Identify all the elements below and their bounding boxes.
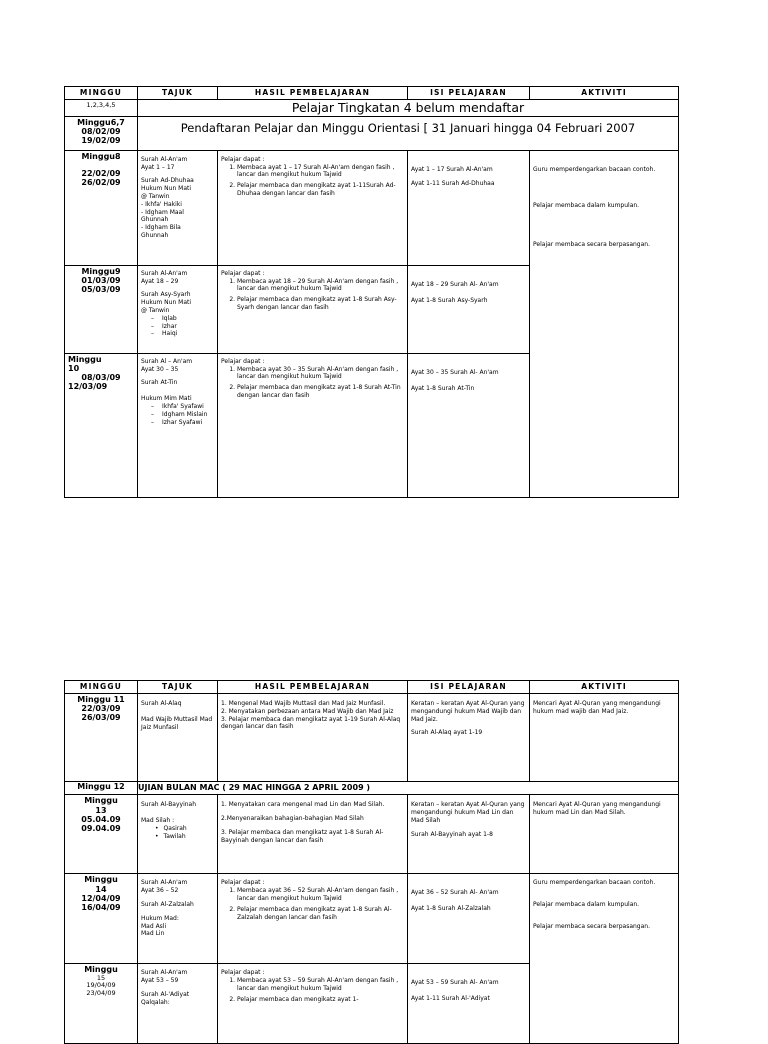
tajuk-line: Hukum Mad: [141, 914, 179, 922]
tajuk-list-item: – Izhar Syafawi [151, 419, 214, 427]
week-date: 19/02/09 [81, 136, 121, 146]
exam-notice: UJIAN BULAN MAC ( 29 MAC HINGGA 2 APRIL 2009 ) [138, 782, 679, 795]
week-label: Minggu [84, 875, 118, 885]
tajuk-list-item: • Tawilah [155, 833, 214, 841]
week-label: Minggu6,7 [77, 117, 125, 127]
tajuk-line: Mad Lin [141, 930, 165, 938]
hasil-cell [218, 353, 408, 497]
aktiviti-line: Pelajar membaca dalam kumpulan. [533, 201, 640, 209]
tajuk-line: @ Tanwin [141, 306, 170, 314]
isi-line: Ayat 1-8 Surah Asy-Syarh [411, 296, 488, 304]
week-label: Minggu [84, 965, 118, 975]
week-cell [65, 265, 138, 353]
tajuk-cell [138, 265, 218, 353]
tajuk-line: Surah Al-'Adiyat [141, 990, 190, 998]
tajuk-line: Surah Al-An'am [141, 879, 188, 887]
header-minggu: MINGGU [65, 87, 138, 100]
isi-cell [408, 964, 530, 1044]
week-date: 05/03/09 [81, 285, 121, 295]
aktiviti-line: Guru memperdengarkan bacaan contoh. [533, 165, 656, 173]
hasil-item: 2. Pelajar membaca dan mengikatz ayat 1-11Surah Ad-Dhuhaa dengan lancar dan fasih [237, 182, 404, 198]
tajuk-line: Qalqalah: [141, 998, 170, 1006]
aktiviti-line: Mencari Ayat Al-Quran yang mengandungi hukum mad Lin dan Mad Silah. [533, 801, 661, 817]
week-label-num: 15 [96, 973, 106, 982]
hasil-cell [218, 265, 408, 353]
week-date: 23/04/09 [86, 988, 116, 997]
tajuk-line: - Ikhfa' Hakiki [141, 200, 182, 208]
hasil-cell [218, 694, 408, 782]
table-row [65, 694, 679, 782]
hasil-line: 2.Menyenaraikan bahagian-bahagian Mad Silah [221, 815, 364, 823]
aktiviti-cell [530, 874, 679, 1044]
header-tajuk: TAJUK [138, 87, 218, 100]
table-row [65, 100, 679, 117]
isi-cell [408, 795, 530, 874]
tajuk-list-item: – Haiqi [151, 330, 214, 338]
hasil-item: 1. Membaca ayat 36 – 52 Surah Al-An'am dengan fasih , lancar dan mengikut hukum Tajwid [237, 887, 404, 903]
tajuk-line: Surah At-Tin [141, 379, 178, 387]
hasil-line: 1. Menyatakan cara mengenal mad Lin dan Mad Silah. [221, 801, 385, 809]
week-cell: Minggu 12 [65, 782, 138, 795]
isi-line: Keratan – keratan Ayat Al-Quran yang mengandungi hukum Mad Wajib dan Mad Jaiz. [411, 700, 525, 723]
week-date: 22/03/09 [81, 704, 121, 714]
hasil-intro: Pelajar dapat : [221, 269, 265, 277]
week-date: 26/02/09 [81, 178, 121, 188]
tajuk-line: Surah Al-Bayyinah [141, 801, 197, 809]
hasil-line: 2. Menyatakan perbezaan antara Mad Wajib dan Mad Jaiz [221, 707, 394, 715]
hasil-cell [218, 795, 408, 874]
isi-cell [408, 265, 530, 353]
week-label-num: 13 [95, 805, 107, 815]
table-row [65, 782, 679, 795]
tajuk-list-item: – Izhar [151, 323, 214, 331]
header-tajuk: TAJUK [138, 681, 218, 694]
isi-cell [408, 150, 530, 265]
tajuk-line: Mad Wajib Muttasil Mad Jaiz Munfasil [141, 715, 213, 731]
week-cell [65, 874, 138, 964]
week-label: Minggu [84, 796, 118, 806]
week-cell [65, 795, 138, 874]
week-cell [65, 150, 138, 265]
isi-line: Surah Al-Alaq ayat 1-19 [411, 729, 483, 737]
isi-line: Ayat 1 – 17 Surah Al-An'am [411, 165, 493, 173]
schedule-table-1 [64, 86, 679, 498]
hasil-item: 2. Pelajar membaca dan mengikatz ayat 1- [237, 996, 404, 1004]
isi-line: Ayat 18 – 29 Surah Al- An'am [411, 280, 499, 288]
tajuk-line: Mad Silah : [141, 817, 175, 825]
tajuk-list-item: – Ikhfa' Syafawi [151, 403, 214, 411]
hasil-item: 2. Pelajar membaca dan mengikatz ayat 1-8 Surah At-Tin dengan lancar dan fasih [237, 384, 404, 400]
aktiviti-cell [530, 694, 679, 782]
tajuk-line: Surah Al-Alaq [141, 700, 182, 707]
hasil-item: 1. Membaca ayat 53 – 59 Surah Al-An'am dengan fasih , lancar dan mengikut hukum Tajwid [237, 977, 404, 993]
tajuk-line: Hukum Mim Mati [141, 395, 192, 403]
schedule-table-2 [64, 680, 679, 1044]
week-label: Minggu8 [81, 151, 121, 161]
isi-line: Ayat 1-8 Surah At-Tin [411, 384, 475, 392]
week-date: 12/04/09 [81, 893, 121, 903]
tajuk-line: Surah Al-Zalzalah [141, 900, 194, 908]
tajuk-line: Hukum Nun Mati [141, 185, 192, 193]
tajuk-line: Hukum Nun Mati [141, 299, 192, 307]
week-date: 12/03/09 [68, 382, 108, 392]
isi-line: Ayat 36 – 52 Surah Al- An'am [411, 889, 499, 897]
isi-line: Surah Al-Bayyinah ayat 1-8 [411, 830, 493, 838]
tajuk-line: Ayat 18 – 29 [141, 277, 179, 285]
tajuk-line: Surah Al-An'am [141, 969, 188, 977]
header-aktiviti: AKTIVITI [530, 87, 679, 100]
tajuk-cell [138, 150, 218, 265]
week-label-num: 14 [95, 884, 107, 894]
week-date: 08/02/09 [81, 126, 121, 136]
tajuk-line: Surah Asy-Syarh [141, 291, 191, 299]
isi-cell [408, 874, 530, 964]
week-label: Minggu 11 [77, 695, 125, 704]
tajuk-list-item: • Qasirah [155, 825, 214, 833]
tajuk-line: - Idgham Maal [141, 208, 184, 216]
header-hasil: HASIL PEMBELAJARAN [218, 87, 408, 100]
tajuk-line: - Idgham Bila [141, 224, 181, 232]
hasil-intro: Pelajar dapat : [221, 155, 265, 163]
week-date: 09.04.09 [81, 823, 121, 833]
header-isi: ISI PELAJARAN [408, 87, 530, 100]
hasil-item: 2. Pelajar membaca dan mengikatz ayat 1-8 Surah Asy-Syarh dengan lancar dan fasih [237, 296, 404, 312]
hasil-item: 1. Membaca ayat 30 – 35 Surah Al-An'am dengan fasih , lancar dan mengikut hukum Tajwid [237, 366, 404, 382]
isi-line: Ayat 1-11 Surah Ad-Dhuhaa [411, 179, 495, 187]
aktiviti-line: Mencari Ayat Al-Quran yang mengandungi hukum mad wajib dan Mad Jaiz. [533, 700, 661, 715]
isi-line: Ayat 1-8 Surah Al-Zalzalah [411, 905, 491, 913]
table-row [65, 116, 679, 150]
header-aktiviti: AKTIVITI [530, 681, 679, 694]
header-row [65, 681, 679, 694]
table-row [65, 874, 679, 964]
tajuk-line: Ghunnah [141, 216, 169, 224]
tajuk-line: Surah Al-An'am [141, 269, 188, 277]
isi-line: Ayat 53 – 59 Surah Al- An'am [411, 979, 499, 987]
tajuk-cell [138, 353, 218, 497]
aktiviti-cell [530, 150, 679, 497]
tajuk-cell [138, 694, 218, 782]
week-cell [65, 353, 138, 497]
week-cell [65, 694, 138, 782]
aktiviti-cell [530, 795, 679, 874]
tajuk-line: Ghunnah [141, 231, 169, 239]
header-row [65, 87, 679, 100]
hasil-line: 3. Pelajar membaca dan mengikatz ayat 1-19 Surah Al-Alaq dengan lancar dan fasih [221, 715, 401, 731]
header-isi: ISI PELAJARAN [408, 681, 530, 694]
week-cell [65, 116, 138, 150]
header-minggu: MINGGU [65, 681, 138, 694]
tajuk-cell [138, 874, 218, 964]
week-date: 22/02/09 [81, 168, 121, 178]
tajuk-line: Surah Al-An'am [141, 155, 188, 163]
aktiviti-line: Pelajar membaca dalam kumpulan. [533, 901, 640, 909]
tajuk-line: Mad Asli [141, 922, 167, 930]
tajuk-line: Ayat 53 – 59 [141, 977, 179, 985]
hasil-intro: Pelajar dapat : [221, 969, 265, 977]
aktiviti-line: Guru memperdengarkan bacaan contoh. [533, 879, 656, 887]
tajuk-line: @ Tanwin [141, 192, 170, 200]
hasil-intro: Pelajar dapat : [221, 879, 265, 887]
tajuk-cell [138, 795, 218, 874]
header-hasil: HASIL PEMBELAJARAN [218, 681, 408, 694]
hasil-item: 1. Membaca ayat 1 – 17 Surah Al-An'am dengan fasih , lancar dan mengikut hukum Tajwid [237, 164, 404, 180]
isi-line: Keratan – keratan Ayat Al-Quran yang mengandungi hukum Mad Lin dan Mad Silah [411, 801, 525, 824]
tajuk-line: Ayat 36 – 52 [141, 887, 179, 895]
notice-cell: Pendaftaran Pelajar dan Minggu Orientasi [ 31 Januari hingga 04 Februari 2007 [138, 116, 679, 150]
week-label-num: 10 [68, 363, 80, 373]
table-row [65, 150, 679, 265]
hasil-cell [218, 150, 408, 265]
hasil-intro: Pelajar dapat : [221, 357, 265, 365]
tajuk-line: Surah Ad-Dhuhaa [141, 177, 194, 185]
hasil-item: 2. Pelajar membaca dan mengikatz ayat 1-8 Surah Al-Zalzalah dengan lancar dan fasih [237, 906, 404, 922]
tajuk-list-item: – Idgham Mislain [151, 411, 214, 419]
week-label: Minggu [68, 354, 102, 364]
aktiviti-line: Pelajar membaca secara berpasangan. [533, 241, 651, 249]
notice-cell: Pelajar Tingkatan 4 belum mendaftar [138, 100, 679, 117]
week-date: 16/04/09 [81, 902, 121, 912]
tajuk-line: Surah Al – An'am [141, 357, 193, 365]
hasil-item: 1. Membaca ayat 18 – 29 Surah Al-An'am dengan fasih , lancar dan mengikut hukum Tajwid [237, 278, 404, 294]
isi-line: Ayat 30 – 35 Surah Al- An'am [411, 368, 499, 376]
hasil-line: 1. Mengenal Mad Wajib Muttasil dan Mad Jaiz Munfasil. [221, 700, 386, 707]
week-date: 08/03/09 [81, 373, 121, 383]
isi-line: Ayat 1-11 Surah Al-'Adiyat [411, 995, 490, 1003]
tajuk-list-item: – Iqlab [151, 315, 214, 323]
aktiviti-line: Pelajar membaca secara berpasangan. [533, 922, 651, 930]
week-date: 19/04/09 [86, 981, 116, 990]
week-label: Minggu9 [81, 266, 121, 276]
tajuk-line: Ayat 1 – 17 [141, 163, 175, 171]
isi-cell [408, 694, 530, 782]
isi-cell [408, 353, 530, 497]
hasil-cell [218, 964, 408, 1044]
week-date: 26/03/09 [81, 713, 121, 723]
week-date: 01/03/09 [81, 275, 121, 285]
hasil-cell [218, 874, 408, 964]
week-date: 05.04.09 [81, 814, 121, 824]
hasil-line: 3. Pelajar membaca dan mengikatz ayat 1-8 Surah Al-Bayyinah dengan lancar dan fasih [221, 828, 384, 844]
tajuk-cell [138, 964, 218, 1044]
week-cell: 1,2,3,4,5 [65, 100, 138, 117]
tajuk-line: Ayat 30 – 35 [141, 365, 179, 373]
week-cell [65, 964, 138, 1044]
table-row [65, 795, 679, 874]
